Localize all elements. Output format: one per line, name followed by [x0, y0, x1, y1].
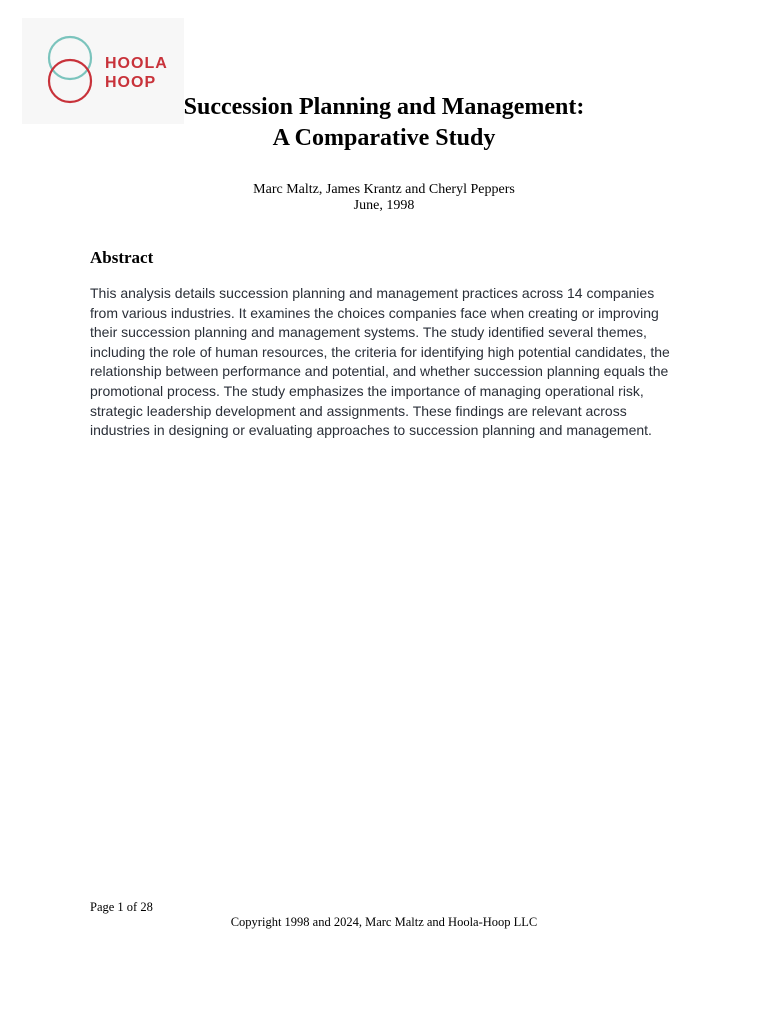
abstract-heading: Abstract: [90, 248, 154, 267]
title-line-2: A Comparative Study: [272, 125, 496, 151]
copyright-notice: Copyright 1998 and 2024, Marc Maltz and Hoola-Hoop LLC: [230, 915, 538, 929]
title-line-1: Succession Planning and Management:: [183, 94, 585, 120]
document-title: [0, 92, 768, 154]
author-block: [0, 182, 768, 214]
author-names: Marc Maltz, James Krantz and Cheryl Peppers: [253, 182, 515, 197]
page-number: Page 1 of 28: [90, 900, 153, 914]
logo-text-hoop: HOOP: [105, 74, 157, 91]
abstract-body: This analysis details succession planning and management practices across 14 companies from various industries. It examines the choices companies face when creating or improving their succession planning and management systems. The study identified several themes, including the role of human resources, the criteria for identifying high potential candidates, the relationship between performance and potential, and whether succession planning equals the promotional process. The study emphasizes the importance of managing operational risk, strategic leadership development and assignments. These findings are relevant across industries in designing or evaluating approaches to succession planning and management.: [90, 285, 670, 439]
logo-text-hoola: HOOLA: [105, 55, 168, 72]
publication-date: June, 1998: [353, 198, 415, 213]
